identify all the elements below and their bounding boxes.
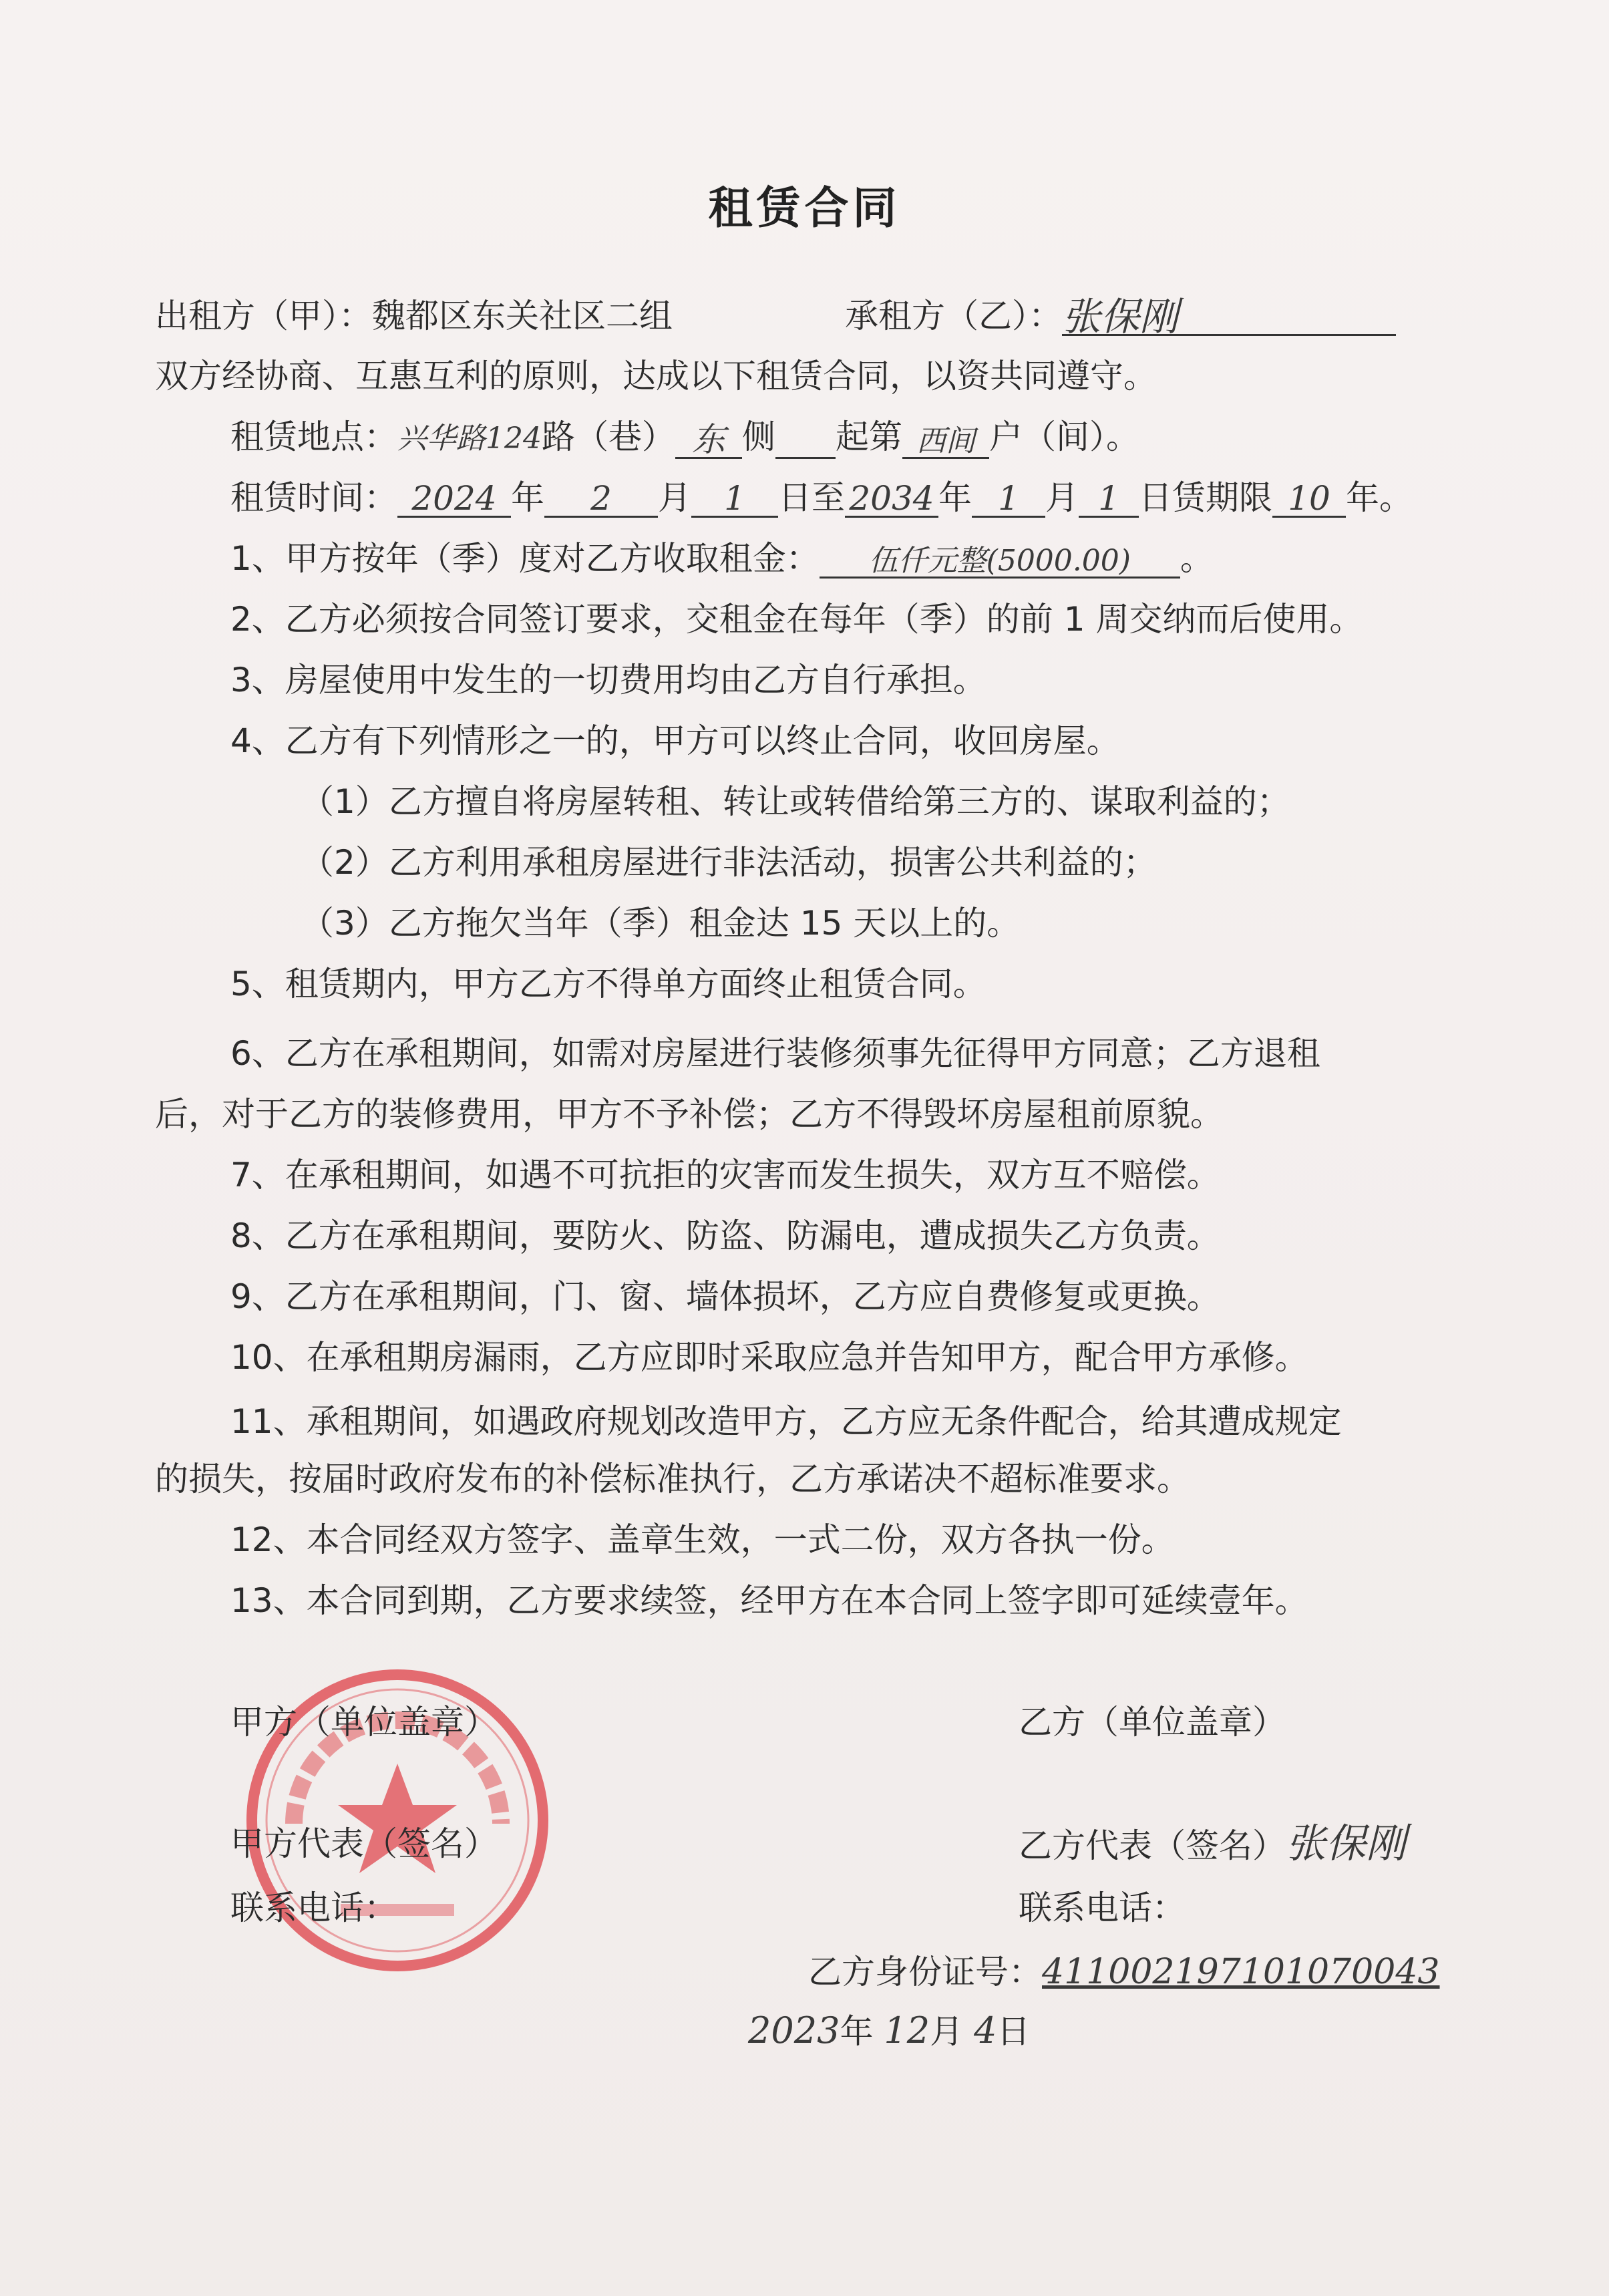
location-side-gap <box>775 420 836 459</box>
party-b-id-handwritten: 411002197101070043 <box>1042 1952 1440 1992</box>
location-unit-field <box>902 420 989 459</box>
location-road-handwritten: 兴华路124 <box>397 422 542 456</box>
clause-4-item-2: （2）乙方利用承租房屋进行非法活动，损害公共利益的； <box>301 843 1157 882</box>
clause-10: 10、在承租期房漏雨，乙方应即时采取应急并告知甲方，配合甲方承修。 <box>230 1338 1308 1377</box>
clause-1-suffix: 。 <box>1180 539 1214 578</box>
lessee-name-handwritten: 张保刚 <box>1062 294 1179 339</box>
intro-line: 双方经协商、互惠互利的原则，达成以下租赁合同，以资共同遵守。 <box>155 357 1157 395</box>
period-end-month-field <box>972 478 1045 518</box>
period-term-label: 日赁期限 <box>1139 478 1272 517</box>
period-term-field <box>1272 478 1346 518</box>
lessee-label: 承租方（乙）： <box>845 297 1062 335</box>
location-unit-handwritten: 西间 <box>916 424 975 458</box>
party-b-signature-handwritten: 张保刚 <box>1286 1820 1406 1867</box>
date-year-label: 年 <box>840 2012 874 2051</box>
clause-4: 4、乙方有下列情形之一的，甲方可以终止合同，收回房屋。 <box>230 721 1120 760</box>
period-end-year-handwritten: 2034 <box>849 479 934 518</box>
period-start-month-field <box>544 478 658 518</box>
period-line <box>230 478 1413 518</box>
clause-3: 3、房屋使用中发生的一切费用均由乙方自行承担。 <box>230 661 987 699</box>
lessor-label: 出租方（甲）： <box>155 297 372 335</box>
clause-13: 13、本合同到期，乙方要求续签，经甲方在本合同上签字即可延续壹年。 <box>230 1581 1308 1620</box>
clause-6-line-2: 后，对于乙方的装修费用，甲方不予补偿；乙方不得毁坏房屋租前原貌。 <box>155 1095 1224 1134</box>
document-title: 租赁合同 <box>708 182 901 234</box>
parties-line <box>155 296 673 336</box>
party-b-rep-line <box>1019 1820 1406 1867</box>
clause-11-line-2: 的损失，按届时政府发布的补偿标准执行，乙方承诺决不超标准要求。 <box>155 1460 1190 1498</box>
clause-8: 8、乙方在承租期间，要防火、防盗、防漏电，遭成损失乙方负责。 <box>230 1216 1220 1255</box>
location-label: 租赁地点： <box>230 418 397 456</box>
clause-4-item-1: （1）乙方擅自将房屋转租、转让或转借给第三方的、谋取利益的； <box>301 782 1290 821</box>
clause-1 <box>230 538 1214 579</box>
period-start-year-handwritten: 2024 <box>411 479 497 518</box>
party-b-rep-label: 乙方代表（签名） <box>1019 1826 1286 1865</box>
period-start-day-handwritten: 1 <box>724 479 745 518</box>
period-end-year-label: 年 <box>938 478 972 517</box>
period-end-day-field <box>1079 478 1139 518</box>
period-end-year-field <box>845 478 938 518</box>
date-month-handwritten: 12 <box>884 2009 930 2052</box>
party-a-seal-label: 甲方（单位盖章） <box>230 1703 498 1742</box>
location-line <box>230 417 1139 459</box>
date-month-label: 月 <box>930 2012 964 2051</box>
date-day-label: 日 <box>997 2012 1031 2051</box>
party-a-phone-label: 联系电话： <box>230 1889 397 1927</box>
signing-date-line <box>748 2011 1030 2052</box>
lessee-name-field <box>1062 294 1396 339</box>
clause-4-item-3: （3）乙方拖欠当年（季）租金达 15 天以上的。 <box>301 904 1021 943</box>
clause-12: 12、本合同经双方签字、盖章生效，一式二份，双方各执一份。 <box>230 1520 1175 1559</box>
party-b-id-line <box>808 1952 1440 1992</box>
period-start-month-handwritten: 2 <box>590 479 612 518</box>
period-start-year-field <box>397 478 511 518</box>
party-a-rep-label: 甲方代表（签名） <box>230 1824 498 1863</box>
clause-5: 5、租赁期内，甲方乙方不得单方面终止租赁合同。 <box>230 965 987 1003</box>
period-end-month-label: 月 <box>1045 478 1079 517</box>
period-end-day-handwritten: 1 <box>1098 479 1119 518</box>
lessor-name: 魏都区东关社区二组 <box>372 297 673 335</box>
location-side-suffix: 侧 <box>741 418 775 456</box>
location-side-field <box>675 420 742 459</box>
period-year-label: 年 <box>511 478 544 517</box>
location-unit-suffix: 户（间）。 <box>989 418 1139 456</box>
period-term-suffix: 年。 <box>1346 478 1413 517</box>
period-end-month-handwritten: 1 <box>998 479 1019 518</box>
location-start-label: 起第 <box>835 418 902 456</box>
party-b-id-label: 乙方身份证号： <box>808 1953 1042 1991</box>
period-start-day-field <box>691 478 778 518</box>
period-label: 租赁时间： <box>230 478 397 517</box>
clause-6-line-1: 6、乙方在承租期间，如需对房屋进行装修须事先征得甲方同意；乙方退租 <box>230 1034 1320 1073</box>
party-b-seal-label: 乙方（单位盖章） <box>1019 1703 1286 1742</box>
location-side-handwritten: 东 <box>691 420 725 459</box>
location-road-suffix: 路（巷） <box>541 418 675 456</box>
rent-amount-field <box>820 539 1180 579</box>
clause-2: 2、乙方必须按合同签订要求，交租金在每年（季）的前 1 周交纳而后使用。 <box>230 600 1363 639</box>
period-term-handwritten: 10 <box>1288 479 1330 518</box>
clause-1-text: 1、甲方按年（季）度对乙方收取租金： <box>230 539 820 578</box>
clause-7: 7、在承租期间，如遇不可抗拒的灾害而发生损失，双方互不赔偿。 <box>230 1156 1220 1194</box>
clause-9: 9、乙方在承租期间，门、窗、墙体损坏，乙方应自费修复或更换。 <box>230 1277 1220 1316</box>
date-day-handwritten: 4 <box>973 2009 997 2052</box>
date-year-handwritten: 2023 <box>748 2009 840 2052</box>
party-b-phone-label: 联系电话： <box>1019 1889 1186 1927</box>
lessee-line <box>845 294 1396 339</box>
rent-amount-handwritten: 伍仟元整(5000.00) <box>868 544 1131 578</box>
period-month-label: 月 <box>658 478 691 517</box>
period-day-to-label: 日至 <box>778 478 845 517</box>
clause-11-line-1: 11、承租期间，如遇政府规划改造甲方，乙方应无条件配合，给其遭成规定 <box>230 1402 1342 1441</box>
